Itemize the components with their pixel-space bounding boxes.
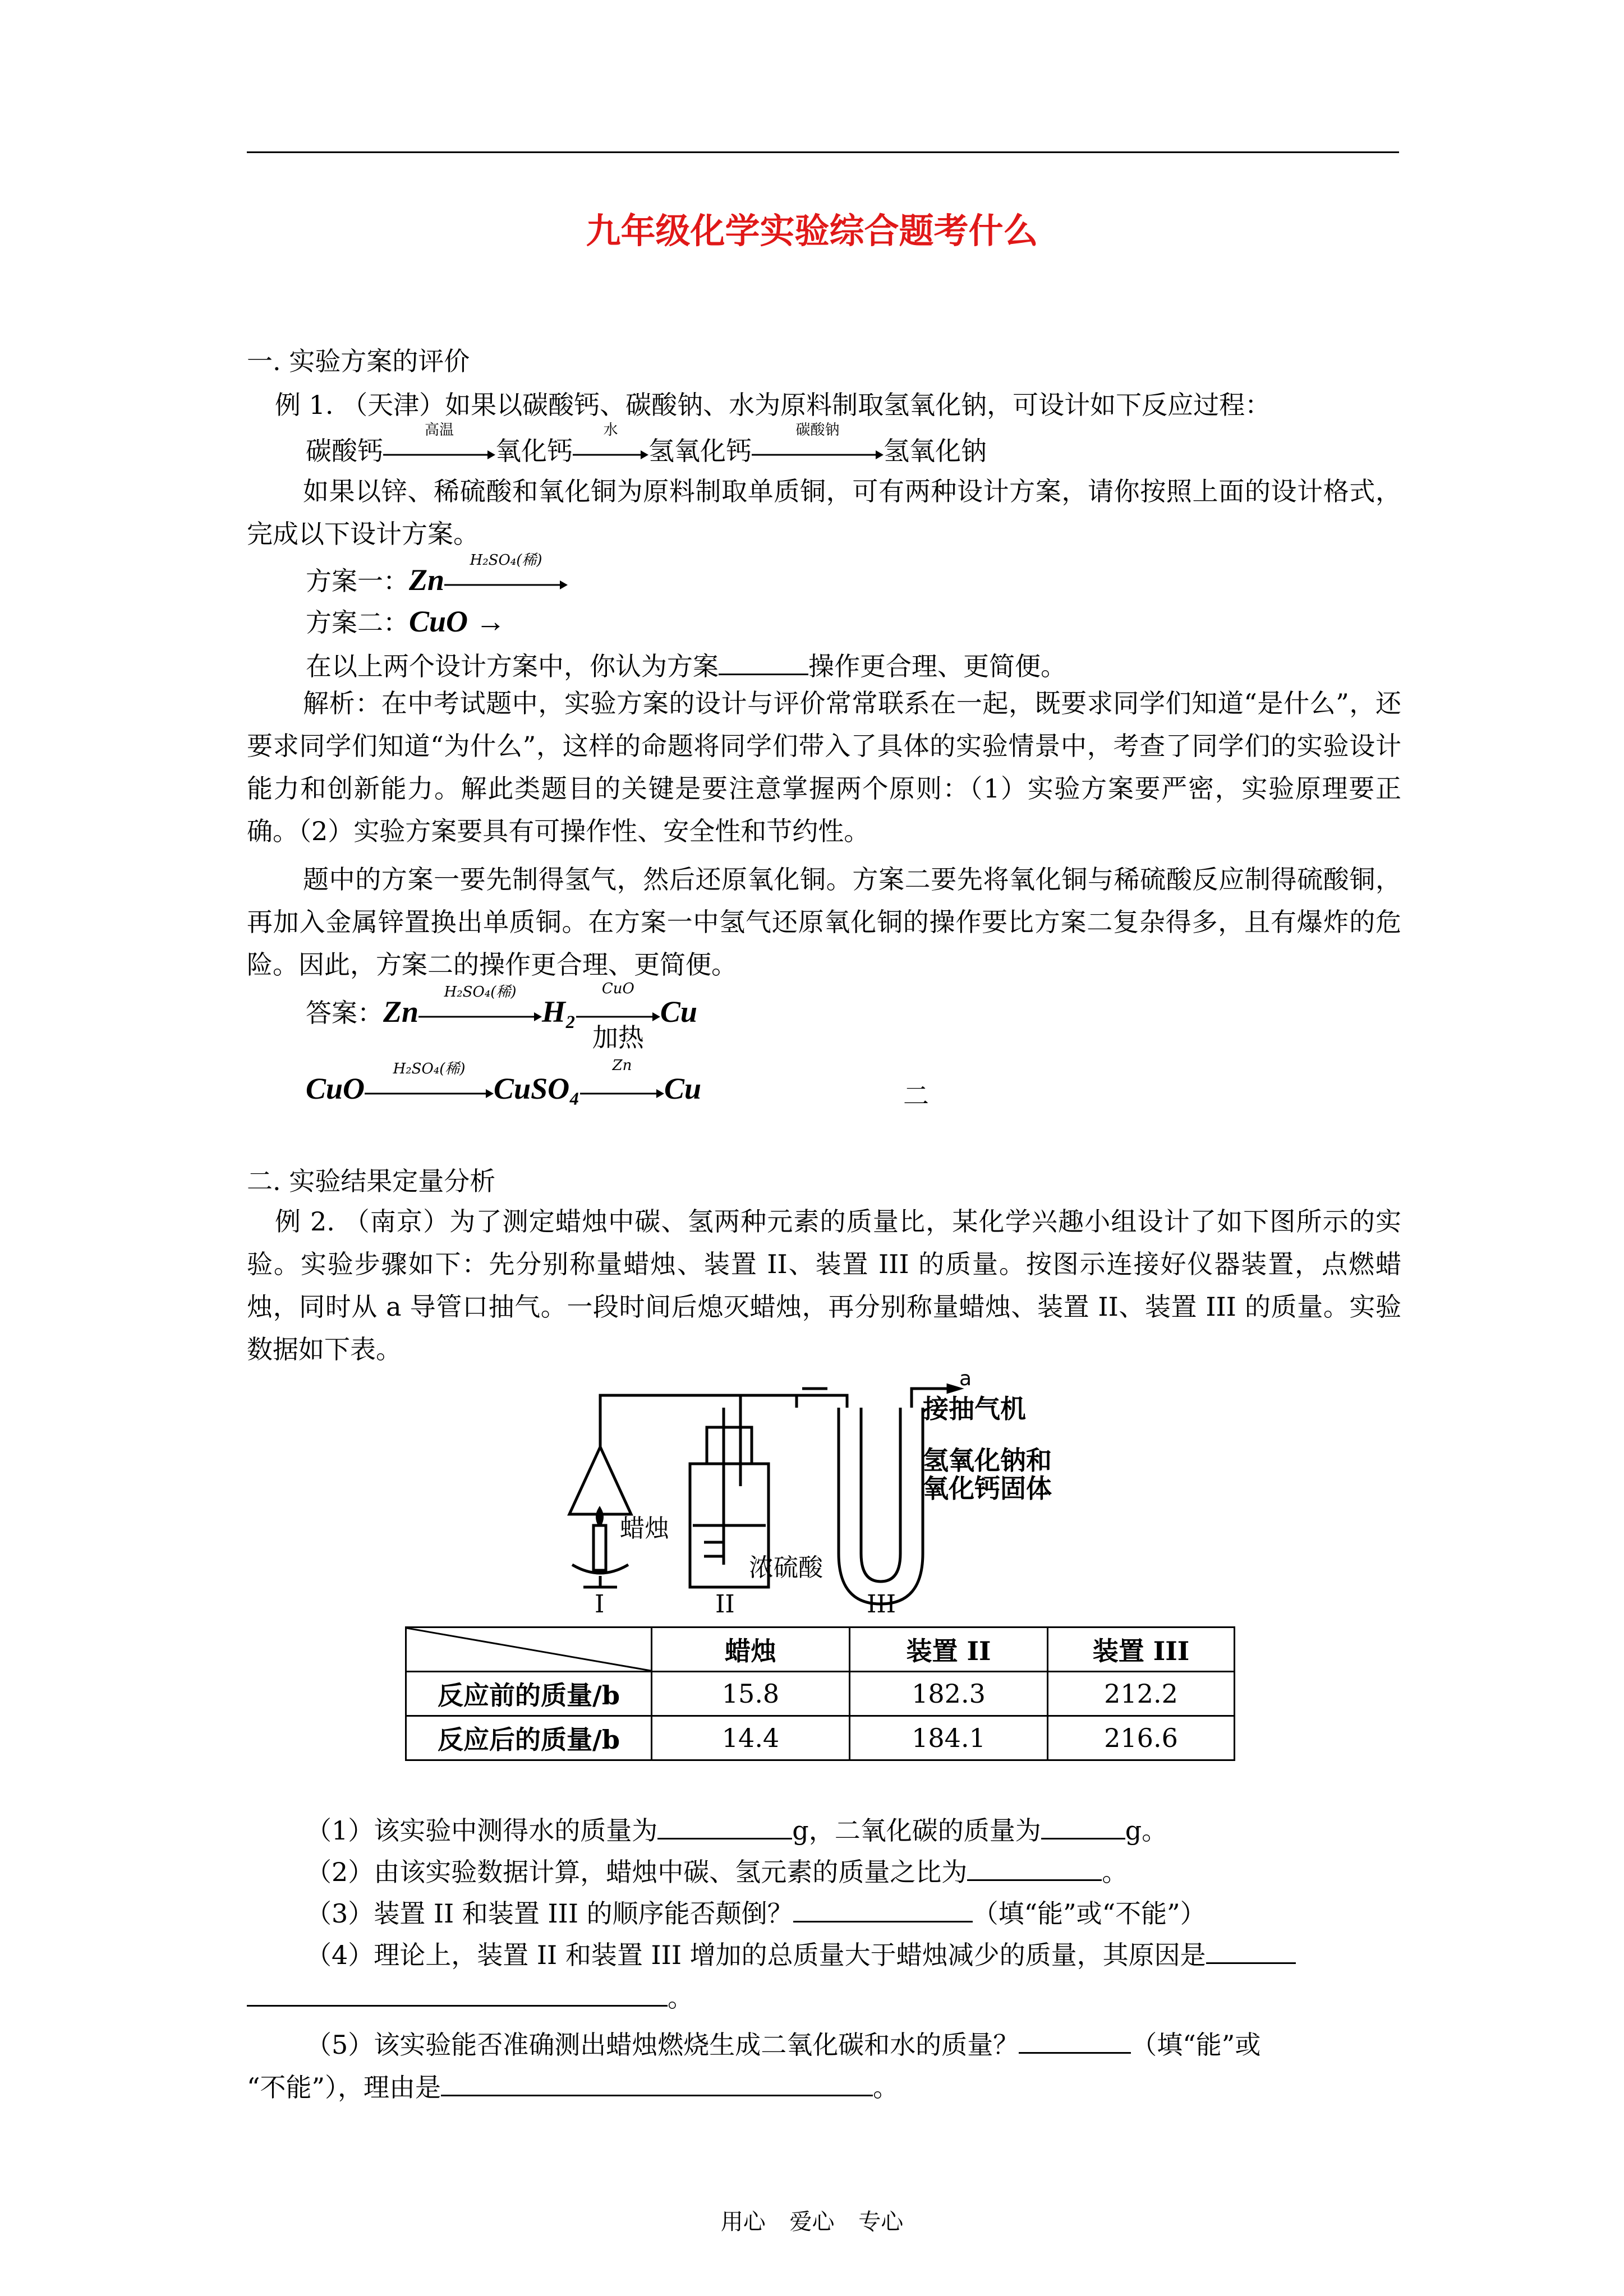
question-3-hint: （填“能”或“不能”） <box>972 1898 1206 1929</box>
answer-label: 答案： <box>306 998 383 1028</box>
figure-label-acid: 浓硫酸 <box>749 1553 823 1582</box>
question-4-text: （4）理论上，装置 II 和装置 III 增加的总质量大于蜡烛减少的质量，其原因是 <box>306 1940 1206 1970</box>
scheme2-cuo: CuO → <box>409 605 506 638</box>
arrow-icon <box>752 444 884 466</box>
arrow-icon <box>383 444 495 466</box>
question-4 <box>306 1935 1296 1972</box>
example1-intro: 例 1. （天津）如果以碳酸钙、碳酸钠、水为原料制取氢氧化钠，可设计如下反应过程： <box>275 390 1271 420</box>
answer2-arrow-1-label: H₂SO₄(稀) <box>393 1061 466 1077</box>
answer2-cuo: CuO <box>306 1072 365 1105</box>
candle-icon <box>594 1525 606 1570</box>
data-table <box>405 1626 1235 1761</box>
section2-heading: 二. 实验结果定量分析 <box>247 1166 496 1196</box>
table-cell: 15.8 <box>652 1672 850 1716</box>
question-5-cont <box>247 2067 899 2104</box>
arrow-icon <box>580 1082 664 1105</box>
para-scheme-intro: 如果以锌、稀硫酸和氧化铜为原料制取单质铜，可有两种设计方案，请你按照上面的设计格式，完成以下设计方案。 <box>247 476 1401 549</box>
answer1-cu: Cu <box>660 995 697 1029</box>
figure-label-2: II <box>715 1590 735 1619</box>
answer-line-2 <box>306 1057 702 1106</box>
analysis-para-2: 题中的方案一要先制得氢气，然后还原氧化铜。方案二要先将氧化铜与稀硫酸反应制得硫酸铜，再加入金属锌置换出单质铜。在方案一中氢气还原氧化铜的操作要比方案二复杂得多，且有爆炸的危险。因此，方案二的操作更合理、更简便。 <box>247 864 1401 980</box>
figure-label-candle: 蜡烛 <box>620 1514 669 1543</box>
answer1-arrow-2-label: CuO <box>601 980 634 997</box>
co2-mass-blank[interactable] <box>1041 1812 1125 1839</box>
table-cell: 14.4 <box>652 1716 850 1760</box>
arrow-icon <box>573 444 648 466</box>
table-cell: 212.2 <box>1048 1672 1235 1716</box>
accuracy-blank[interactable] <box>1019 2026 1131 2054</box>
reason-blank[interactable] <box>247 1979 668 2007</box>
figure-label-solid2: 氧化钙固体 <box>923 1473 1052 1504</box>
question-1-text-2: g，二氧化碳的质量为 <box>792 1815 1041 1846</box>
scheme2 <box>306 602 506 639</box>
chain-arrow-1-label: 高温 <box>424 422 454 439</box>
answer1-heat-condition: 加热 <box>592 1022 644 1053</box>
table-row <box>406 1672 1235 1716</box>
question-2 <box>306 1852 1128 1889</box>
chain-substance-1: 碳酸钙 <box>306 436 383 466</box>
analysis-para-1: 解析：在中考试题中，实验方案的设计与评价常常联系在一起，既要求同学们知道“是什么”，还要求同学们知道“为什么”，这样的命题将同学们带入了具体的实验情景中，考查了同学们的实验设计能力和创新能力。解此类题目的关键是要注意掌握两个原则：（1）实验方案要严密，实验原理要正确。（2）实验方案要具有可操作性、安全性和节约性。 <box>247 688 1401 846</box>
question-4-tail: 。 <box>668 1983 693 2013</box>
chain-arrow-3-label: 碳酸钠 <box>795 422 840 439</box>
chain-substance-2: 氧化钙 <box>495 436 573 466</box>
figure-label-solid1: 氢氧化钠和 <box>923 1445 1052 1476</box>
table-row-label: 反应前的质量/b <box>406 1672 652 1716</box>
answer2-arrow-2 <box>580 1057 664 1103</box>
question-4-cont <box>247 1977 693 2014</box>
answer2-cu: Cu <box>664 1072 702 1105</box>
arrow-icon <box>418 1006 542 1028</box>
scheme1 <box>306 552 568 598</box>
top-rule <box>247 151 1399 153</box>
table-row-label: 反应后的质量/b <box>406 1716 652 1760</box>
question-3-text: （3）装置 II 和装置 III 的顺序能否颠倒？ <box>306 1898 793 1929</box>
scheme-answer-blank[interactable] <box>719 648 808 675</box>
answer-choice: 二 <box>903 1081 929 1111</box>
answer-line-1 <box>306 980 697 1053</box>
table-row <box>406 1716 1235 1760</box>
chain-substance-4: 氢氧化钠 <box>884 436 987 466</box>
scheme1-zn: Zn <box>409 563 445 597</box>
answer2-arrow-1 <box>365 1061 494 1103</box>
question-2-text: （2）由该实验数据计算，蜡烛中碳、氢元素的质量之比为 <box>306 1857 968 1887</box>
question-2-tail: 。 <box>1102 1857 1128 1887</box>
ratio-blank[interactable] <box>967 1854 1102 1881</box>
answer1-arrow-1-label: H₂SO₄(稀) <box>444 984 517 1001</box>
funnel-icon <box>569 1447 631 1514</box>
answer2-cuso4: CuSO₄ <box>494 1072 580 1105</box>
question-3 <box>306 1893 1206 1930</box>
answer1-zn: Zn <box>383 995 419 1029</box>
reaction-chain <box>306 422 987 468</box>
table-cell: 216.6 <box>1048 1716 1235 1760</box>
table-header-row <box>406 1628 1235 1672</box>
question-5-text-2: “不能”），理由是 <box>247 2072 441 2103</box>
chain-substance-3: 氢氧化钙 <box>648 436 752 466</box>
question-1 <box>306 1810 1167 1847</box>
top-tube-2 <box>740 1395 847 1408</box>
example2-text: 例 2. （南京）为了测定蜡烛中碳、氢两种元素的质量比，某化学兴趣小组设计了如下图所示的实验。实验步骤如下：先分别称量蜡烛、装置 II、装置 III 的质量。按图示连接好仪器装置，点燃蜡烛，同时从 a 导管口抽气。一段时间后熄灭蜡烛，再分别称量蜡烛、装置 II、装置 III 的质量。实验数据如下表。 <box>247 1206 1401 1364</box>
scheme1-arrow <box>444 552 568 594</box>
question-5-hint: （填“能”或 <box>1131 2030 1261 2060</box>
page-title: 九年级化学实验综合题考什么 <box>586 210 1038 251</box>
chain-arrow-2 <box>573 422 648 464</box>
chain-arrow-1 <box>383 422 495 464</box>
figure-label-1: I <box>595 1590 605 1619</box>
question-1-text: （1）该实验中测得水的质量为 <box>306 1815 658 1846</box>
figure-label-a: a <box>959 1367 972 1390</box>
chain-arrow-3 <box>752 422 884 464</box>
answer2-arrow-2-label: Zn <box>612 1057 632 1074</box>
chain-arrow-2-label: 水 <box>603 422 618 439</box>
answer1-arrow-2 <box>576 980 660 1053</box>
table-header-cell: 装置 III <box>1048 1628 1235 1672</box>
scheme2-label: 方案二： <box>306 607 409 638</box>
question-5 <box>306 2025 1260 2062</box>
question-5-text: （5）该实验能否准确测出蜡烛燃烧生成二氧化碳和水的质量？ <box>306 2030 1019 2060</box>
figure-label-pump: 接抽气机 <box>923 1394 1026 1424</box>
table-corner-cell <box>406 1628 652 1672</box>
scheme1-arrow-label: H₂SO₄(稀) <box>470 552 542 569</box>
question-1-tail: g。 <box>1125 1815 1168 1846</box>
scheme-question <box>306 646 1066 683</box>
table-cell: 182.3 <box>850 1672 1048 1716</box>
scheme1-label: 方案一： <box>306 566 409 596</box>
figure-label-3: III <box>867 1590 896 1619</box>
order-blank[interactable] <box>793 1895 973 1922</box>
reason-blank-start[interactable] <box>1206 1937 1296 1964</box>
top-tube-1 <box>600 1395 797 1408</box>
apparatus-figure <box>555 1367 1088 1619</box>
scheme-question-tail: 操作更合理、更简便。 <box>808 651 1066 681</box>
answer1-h2: H₂ <box>542 995 576 1029</box>
accuracy-reason-blank[interactable] <box>441 2069 873 2096</box>
water-mass-blank[interactable] <box>657 1812 792 1839</box>
table-header-cell: 蜡烛 <box>652 1628 850 1672</box>
diagonal-line-icon <box>407 1628 651 1671</box>
scheme-question-text: 在以上两个设计方案中，你认为方案 <box>306 651 719 681</box>
u-tube-icon <box>839 1408 923 1604</box>
question-5-tail: 。 <box>873 2072 899 2103</box>
table-header-cell: 装置 II <box>850 1628 1048 1672</box>
section1-heading: 一. 实验方案的评价 <box>247 346 470 376</box>
arrow-icon <box>365 1082 494 1105</box>
answer1-arrow-1 <box>418 984 542 1026</box>
arrow-icon <box>444 574 568 596</box>
page-footer: 用心 爱心 专心 <box>720 2209 904 2235</box>
table-cell: 184.1 <box>850 1716 1048 1760</box>
